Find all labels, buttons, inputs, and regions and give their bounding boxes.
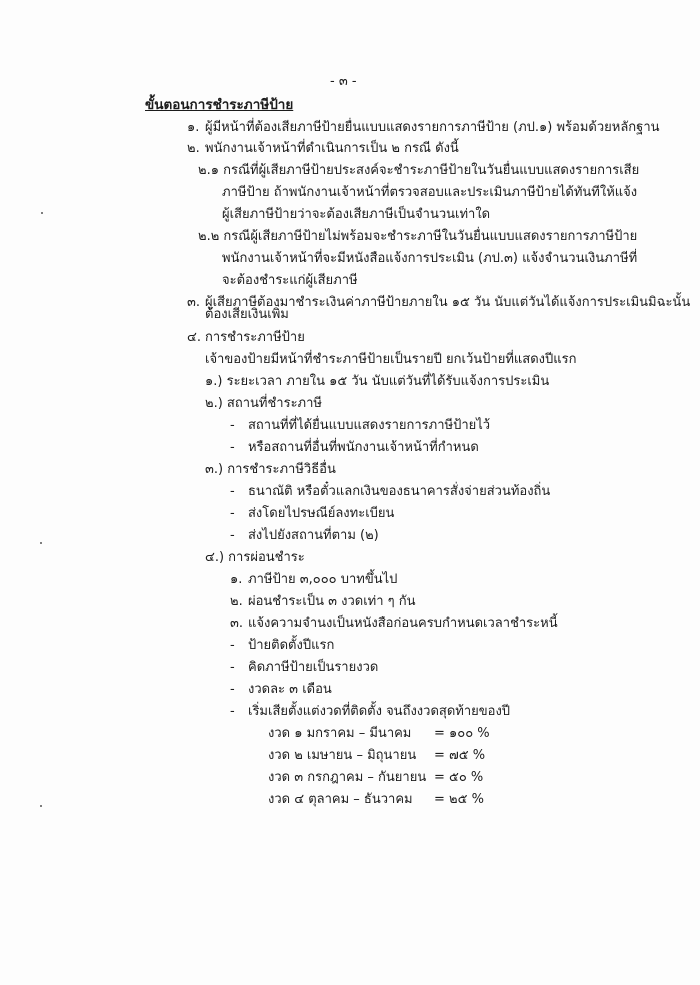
installment-note-4: เริ่มเสียตั้งแต่งวดที่ติดตั้ง จนถึงงวดสุดท้ายของปี (248, 704, 511, 719)
case-2-1-line-2: ภาษีป้าย ถ้าพนักงานเจ้าหน้าที่ตรวจสอบและประเมินภาษีป้ายได้ทันทีให้แจ้ง (222, 185, 638, 200)
installment-rule-2: ผ่อนชำระเป็น ๓ งวดเท่า ๆ กัน (248, 594, 416, 609)
bullet-dash: - (230, 440, 235, 455)
other-method-c: ส่งไปยังสถานที่ตาม (๒) (248, 528, 379, 543)
bullet-dash: - (230, 638, 235, 653)
installment-rule-2-number: ๒. (230, 594, 243, 609)
installment-period-percent: = ๗๕ % (434, 748, 486, 763)
other-method-a: ธนาณัติ หรือตั๋วแลกเงินของธนาคารสั่งจ่ายส่วนท้องถิ่น (248, 484, 551, 499)
section-heading: ขั้นตอนการชำระภาษีป้าย (145, 97, 294, 113)
payment-period: ๑.) ระยะเวลา ภายใน ๑๕ วัน นับแต่วันที่ได้รับแจ้งการประเมิน (205, 374, 550, 389)
bullet-dash: - (230, 660, 235, 675)
other-method-b: ส่งโดยไปรษณีย์ลงทะเบียน (248, 506, 395, 521)
installment-period-percent: = ๒๕ % (434, 792, 484, 807)
payment-place: ๒.) สถานที่ชำระภาษี (205, 396, 322, 411)
bullet-dash: - (230, 682, 235, 697)
scan-speck (40, 542, 42, 544)
step-3-line-1: ผู้เสียภาษีต้องมาชำระเงินค่าภาษีป้ายภายใน ๑๕ วัน นับแต่วันได้แจ้งการประเมินมิฉะนั้น (205, 295, 691, 310)
installment-rule-3-number: ๓. (230, 616, 244, 631)
page-number: - ๓ - (330, 74, 357, 89)
installment-period-label: งวด ๓ กรกฎาคม – กันยายน (268, 770, 427, 785)
step-1-number: ๑. (187, 120, 200, 135)
installment-period-percent: = ๑๐๐ % (434, 726, 490, 741)
case-2-1-line-3: ผู้เสียภาษีป้ายว่าจะต้องเสียภาษีเป็นจำนวนเท่าใด (222, 207, 491, 222)
installment-note-2: คิดภาษีป้ายเป็นรายงวด (248, 660, 379, 675)
step-4-number: ๔. (187, 330, 201, 345)
installment-note-3: งวดละ ๓ เดือน (248, 682, 332, 697)
bullet-dash: - (230, 528, 235, 543)
scan-speck (40, 805, 42, 807)
payment-place-a: สถานที่ที่ได้ยื่นแบบแสดงรายการภาษีป้ายไว้ (248, 418, 491, 433)
case-2-1-line-1: ๒.๑ กรณีที่ผู้เสียภาษีป้ายประสงค์จะชำระภาษีป้ายในวันยื่นแบบแสดงรายการเสีย (198, 163, 640, 178)
step-1-text: ผู้มีหน้าที่ต้องเสียภาษีป้ายยื่นแบบแสดงรายการภาษีป้าย (ภป.๑) พร้อมด้วยหลักฐาน (205, 120, 660, 135)
case-2-2-line-1: ๒.๒ กรณีผู้เสียภาษีป้ายไม่พร้อมจะชำระภาษีในวันยื่นแบบแสดงรายการภาษีป้าย (198, 229, 638, 244)
installment-note-1: ป้ายติดตั้งปีแรก (248, 638, 335, 653)
other-payment-methods: ๓.) การชำระภาษีวิธีอื่น (205, 462, 336, 477)
installment-payment: ๔.) การผ่อนชำระ (205, 550, 305, 565)
bullet-dash: - (230, 418, 235, 433)
bullet-dash: - (230, 484, 235, 499)
installment-period-percent: = ๕๐ % (434, 770, 484, 785)
step-2-number: ๒. (187, 141, 200, 156)
scan-speck (41, 212, 43, 214)
step-4-text: การชำระภาษีป้าย (205, 330, 305, 345)
step-4-intro: เจ้าของป้ายมีหน้าที่ชำระภาษีป้ายเป็นรายปี ยกเว้นป้ายที่แสดงปีแรก (205, 352, 577, 367)
installment-period-label: งวด ๑ มกราคม – มีนาคม (268, 726, 412, 741)
installment-period-label: งวด ๔ ตุลาคม – ธันวาคม (268, 792, 413, 807)
installment-rule-3: แจ้งความจำนงเป็นหนังสือก่อนครบกำหนดเวลาชำระหนี้ (248, 616, 558, 631)
case-2-2-line-2: พนักงานเจ้าหน้าที่จะมีหนังสือแจ้งการประเมิน (ภป.๓) แจ้งจำนวนเงินภาษีที่ (222, 251, 638, 266)
installment-period-label: งวด ๒ เมษายน – มิถุนายน (268, 748, 417, 763)
bullet-dash: - (230, 506, 235, 521)
installment-rule-1: ภาษีป้าย ๓,๐๐๐ บาทขึ้นไป (248, 572, 398, 587)
step-3-number: ๓. (187, 295, 201, 310)
installment-rule-1-number: ๑. (230, 572, 243, 587)
bullet-dash: - (230, 704, 235, 719)
payment-place-b: หรือสถานที่อื่นที่พนักงานเจ้าหน้าที่กำหนด (248, 440, 479, 455)
step-2-text: พนักงานเจ้าหน้าที่ดำเนินการเป็น ๒ กรณี ดังนี้ (205, 141, 459, 156)
case-2-2-line-3: จะต้องชำระแก่ผู้เสียภาษี (222, 273, 358, 288)
step-3-line-2: ต้องเสียเงินเพิ่ม (205, 307, 289, 322)
